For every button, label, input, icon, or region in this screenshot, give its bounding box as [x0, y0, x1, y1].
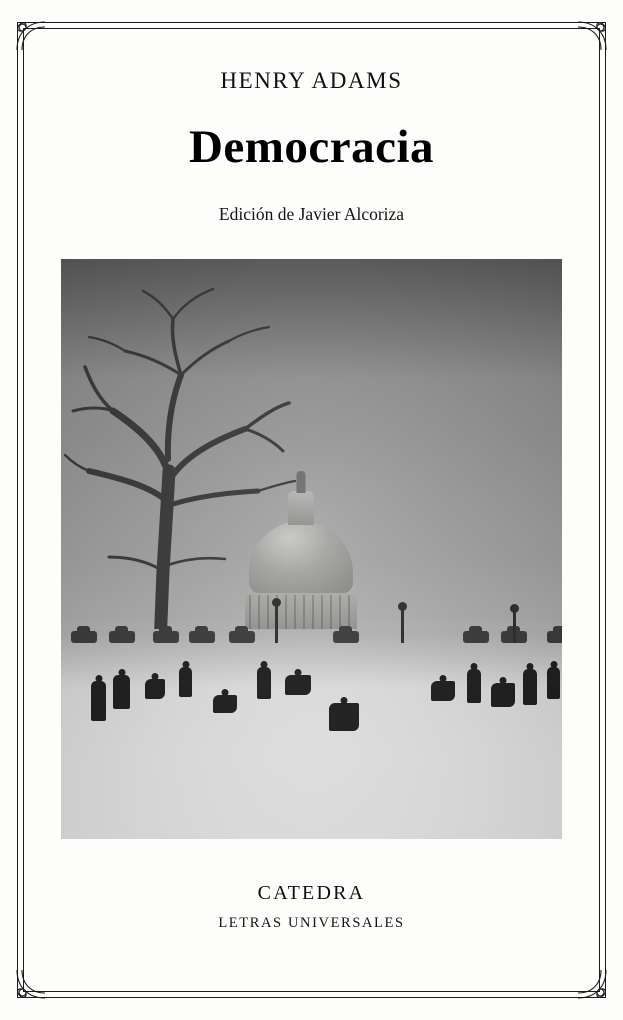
- cover-content: [40, 44, 583, 976]
- series-name: LETRAS UNIVERSALES: [218, 915, 405, 931]
- publisher-block: [40, 882, 583, 932]
- book-title: Democracia: [188, 121, 435, 173]
- cover-image: [61, 259, 562, 839]
- cover-photo-background: [61, 259, 562, 839]
- edition-credit: Edición de Javier Alcoriza: [218, 204, 405, 224]
- photo-vignette: [61, 259, 562, 839]
- publisher-name: CATEDRA: [257, 882, 366, 904]
- author-name: HENRY ADAMS: [220, 68, 403, 93]
